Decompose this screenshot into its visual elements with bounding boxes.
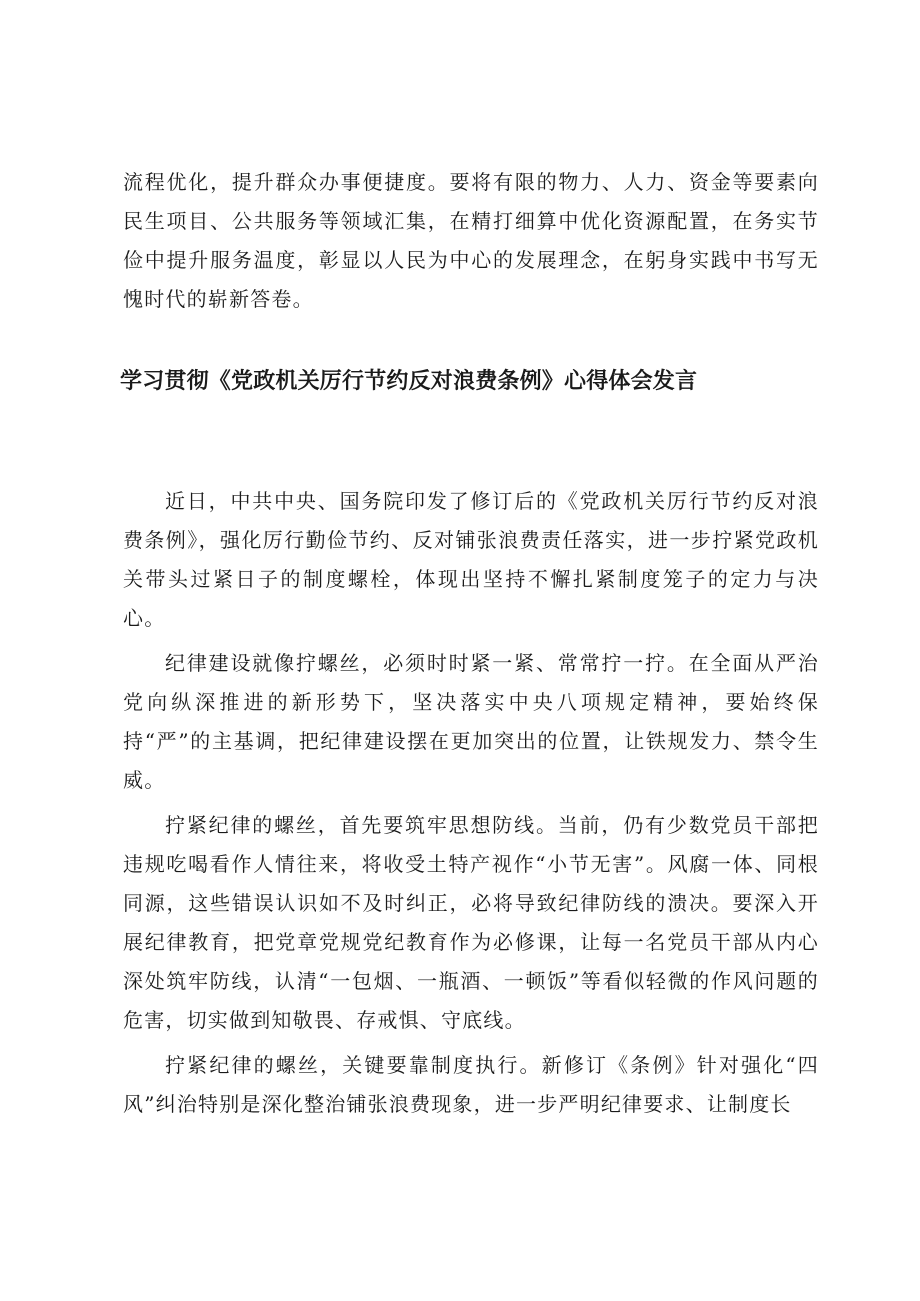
body-paragraph-2: 纪律建设就像拧螺丝，必须时时紧一紧、常常拧一拧。在全面从严治党向纵深推进的新形势下，坚决落实中央八项规定精神，要始终保持“严”的主基调，把纪律建设摆在更加突出的位置，让铁规发力、禁令生威。 [123,651,819,792]
intro-block [123,163,819,319]
body-paragraph-3: 拧紧纪律的螺丝，首先要筑牢思想防线。当前，仍有少数党员干部把违规吃喝看作人情往来，将收受土特产视作“小节无害”。风腐一体、同根同源，这些错误认识如不及时纠正，必将导致纪律防线的溃决。要深入开展纪律教育，把党章党规党纪教育作为必修课，让每一名党员干部从内心深处筑牢防线，认清“一包烟、一瓶酒、一顿饭”等看似轻微的作风问题的危害，切实做到知敬畏、存戒惧、守底线。 [123,813,819,1032]
body-paragraph-4: 拧紧纪律的螺丝，关键要靠制度执行。新修订《条例》针对强化“四风”纠治特别是深化整治铺张浪费现象，进一步严明纪律要求、让制度长 [123,1053,819,1116]
body-paragraph-1: 近日，中共中央、国务院印发了修订后的《党政机关厉行节约反对浪费条例》，强化厉行勤俭节约、反对铺张浪费责任落实，进一步拧紧党政机关带头过紧日子的制度螺栓，体现出坚持不懈扎紧制度笼子的定力与决心。 [123,489,819,630]
section-title: 学习贯彻《党政机关厉行节约反对浪费条例》心得体会发言 [120,369,698,394]
body-block [123,482,819,1124]
intro-paragraph: 流程优化，提升群众办事便捷度。要将有限的物力、人力、资金等要素向民生项目、公共服务等领域汇集，在精打细算中优化资源配置，在务实节俭中提升服务温度，彰显以人民为中心的发展理念，在躬身实践中书写无愧时代的崭新答卷。 [123,170,819,311]
